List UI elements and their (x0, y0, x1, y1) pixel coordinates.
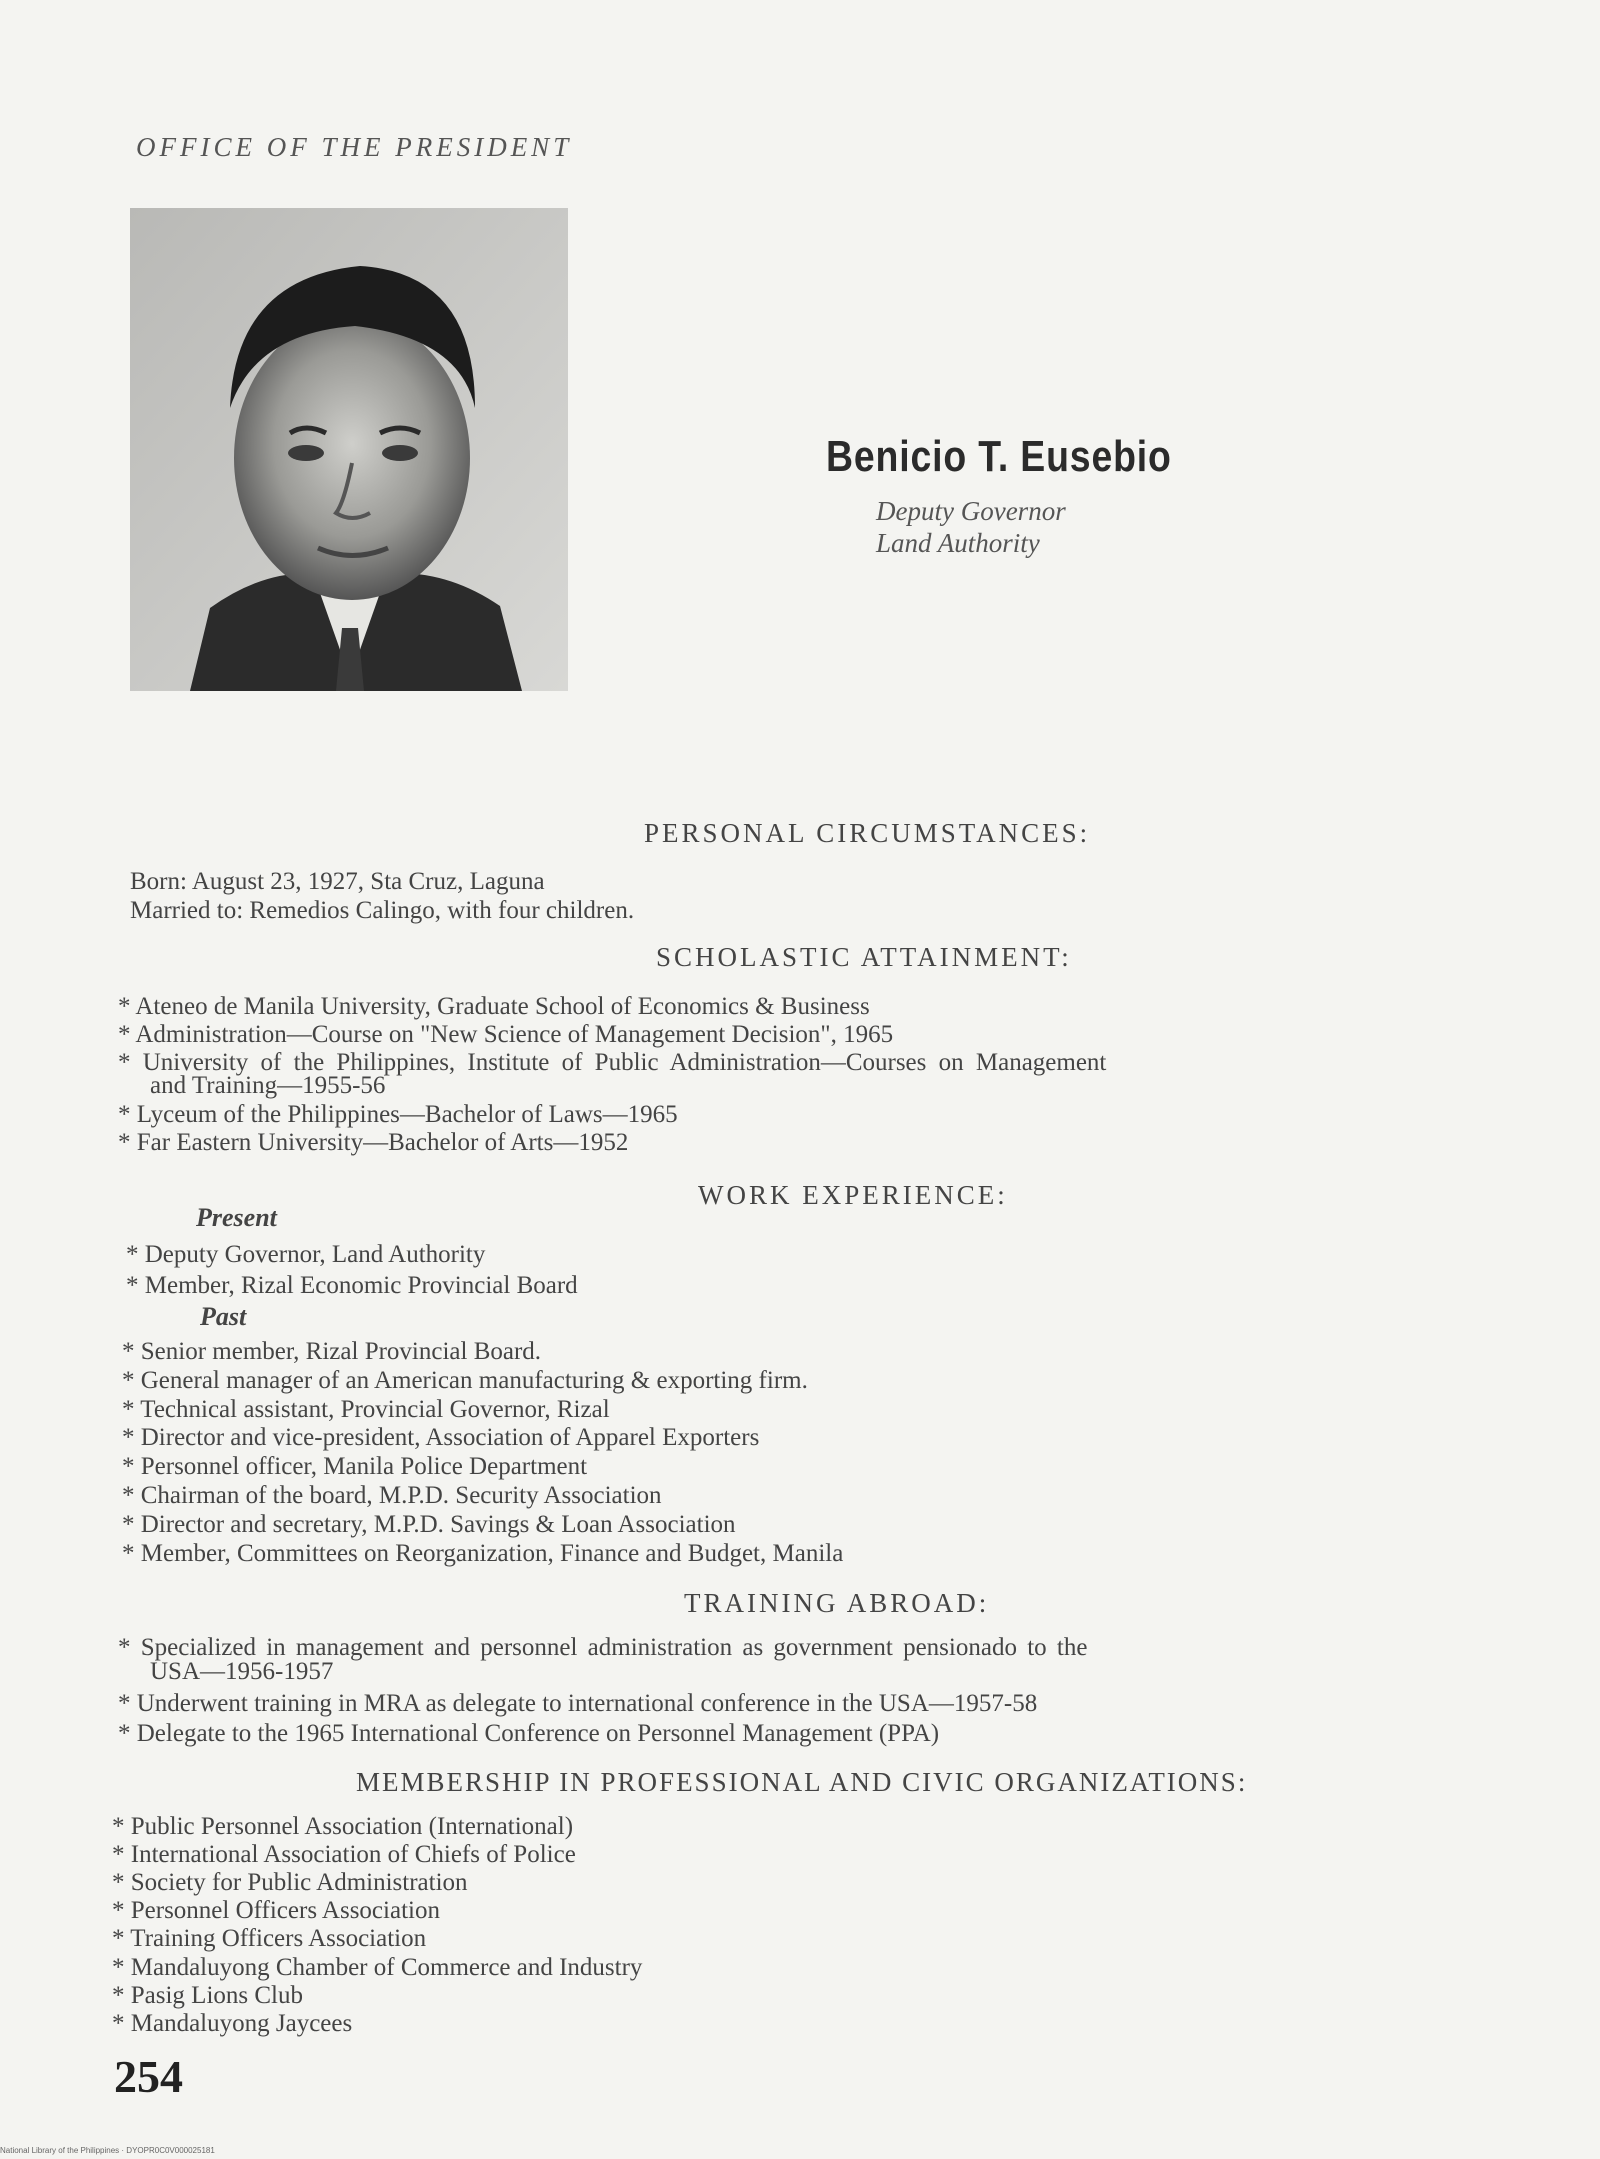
membership-line: * Mandaluyong Chamber of Commerce and Industry (112, 1954, 643, 1981)
scholastic-line: * University of the Philippines, Institute of Public Administration—Courses on Management (118, 1049, 1107, 1076)
section-heading-scholastic: SCHOLASTIC ATTAINMENT: (656, 942, 1072, 972)
work-past-line: * Director and vice-president, Association of Apparel Exporters (122, 1424, 760, 1451)
person-title: Deputy Governor (876, 496, 1066, 526)
membership-line: * Pasig Lions Club (112, 1982, 303, 2009)
section-heading-personal: PERSONAL CIRCUMSTANCES: (644, 818, 1091, 848)
personal-line: Born: August 23, 1927, Sta Cruz, Laguna (130, 868, 545, 895)
scan-footer: National Library of the Philippines · DYOPR0C0V000025181 (0, 2146, 215, 2155)
person-organization: Land Authority (876, 528, 1040, 558)
membership-line: * Mandaluyong Jaycees (112, 2010, 353, 2037)
training-line: * Delegate to the 1965 International Conference on Personnel Management (PPA) (118, 1720, 940, 1747)
scholastic-line: * Lyceum of the Philippines—Bachelor of Laws—1965 (118, 1101, 678, 1128)
scholastic-line: * Administration—Course on "New Science of Management Decision", 1965 (118, 1021, 894, 1048)
membership-line: * Public Personnel Association (International) (112, 1813, 574, 1840)
work-past-line: * Senior member, Rizal Provincial Board. (122, 1338, 542, 1365)
work-past-line: * Technical assistant, Provincial Governor, Rizal (122, 1396, 610, 1423)
work-past-line: * Member, Committees on Reorganization, Finance and Budget, Manila (122, 1540, 844, 1567)
work-past-label: Past (200, 1302, 247, 1331)
scholastic-line: * Far Eastern University—Bachelor of Arts—1952 (118, 1129, 629, 1156)
membership-line: * International Association of Chiefs of Police (112, 1841, 576, 1868)
personal-line: Married to: Remedios Calingo, with four children. (130, 897, 635, 924)
scholastic-line: and Training—1955-56 (150, 1072, 386, 1099)
work-present-line: * Deputy Governor, Land Authority (126, 1241, 486, 1268)
portrait-photo (130, 208, 568, 691)
work-past-line: * Chairman of the board, M.P.D. Security Association (122, 1482, 662, 1509)
membership-line: * Personnel Officers Association (112, 1897, 440, 1924)
page-number: 254 (114, 2051, 183, 2102)
section-heading-membership: MEMBERSHIP IN PROFESSIONAL AND CIVIC ORGANIZATIONS: (356, 1767, 1248, 1797)
training-line: * Underwent training in MRA as delegate to international conference in the USA—1957-58 (118, 1690, 1038, 1717)
work-past-line: * Personnel officer, Manila Police Department (122, 1453, 588, 1480)
page-header: OFFICE OF THE PRESIDENT (136, 132, 573, 162)
membership-line: * Society for Public Administration (112, 1869, 468, 1896)
person-name: Benicio T. Eusebio (826, 432, 1172, 481)
training-line: * Specialized in management and personnel administration as government pensionado to the (118, 1634, 1088, 1661)
membership-line: * Training Officers Association (112, 1925, 427, 1952)
section-heading-work: WORK EXPERIENCE: (698, 1180, 1008, 1210)
work-present-label: Present (196, 1203, 277, 1232)
work-past-line: * Director and secretary, M.P.D. Savings & Loan Association (122, 1511, 736, 1538)
scholastic-line: * Ateneo de Manila University, Graduate School of Economics & Business (118, 993, 870, 1020)
work-present-line: * Member, Rizal Economic Provincial Board (126, 1272, 578, 1299)
section-heading-training: TRAINING ABROAD: (684, 1588, 990, 1618)
training-line: USA—1956-1957 (150, 1658, 334, 1685)
work-past-line: * General manager of an American manufacturing & exporting firm. (122, 1367, 808, 1394)
